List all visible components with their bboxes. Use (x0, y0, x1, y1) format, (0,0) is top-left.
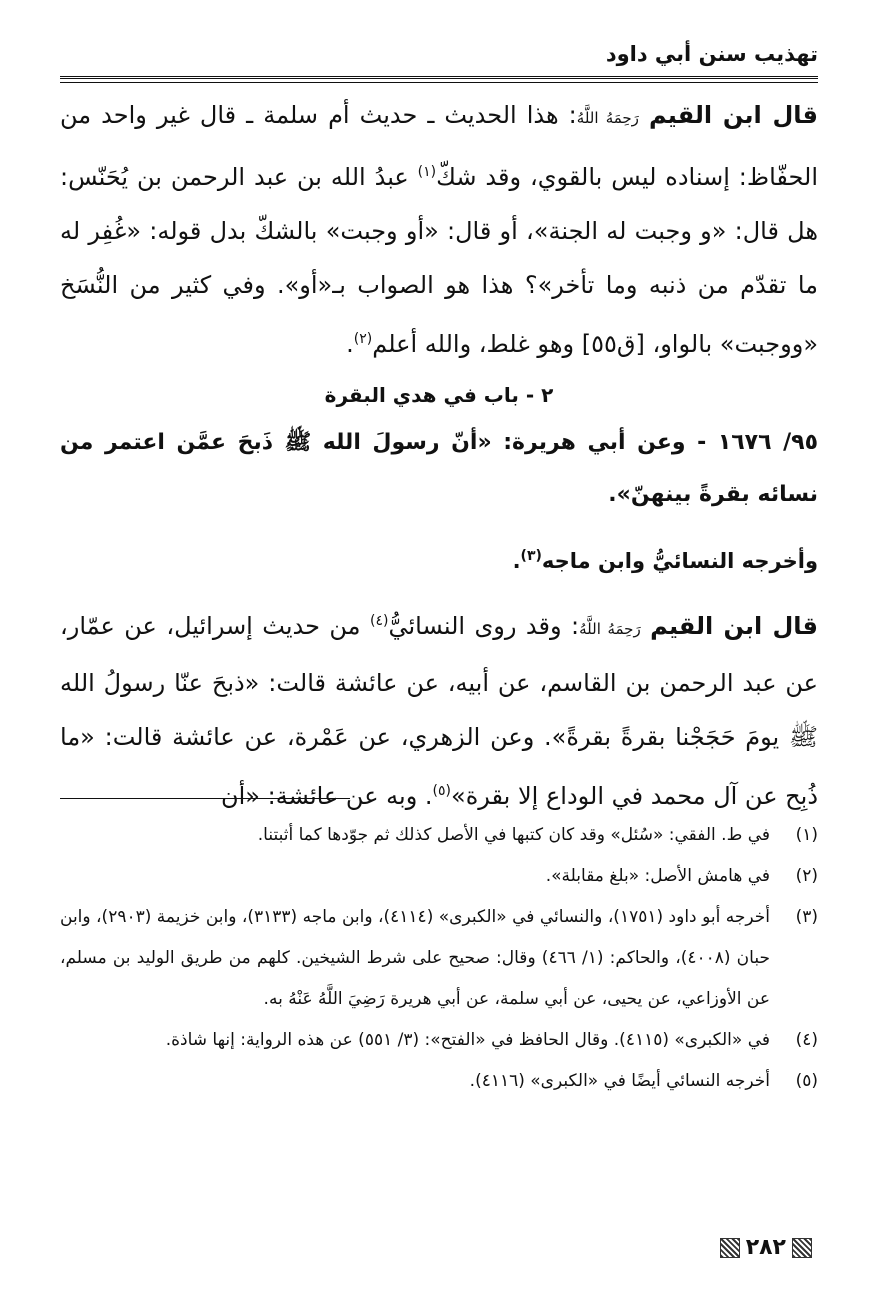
footnote-ref[interactable]: (٣) (520, 548, 542, 564)
footnote-item (60, 815, 818, 856)
book-page (60, 30, 818, 1270)
ornament-icon (720, 1238, 740, 1258)
paragraph-end: . (346, 330, 354, 358)
footnote-number: (٥) (795, 1071, 818, 1091)
paragraph-ibn-qayyim-2 (60, 594, 818, 823)
footnote-number: (٣) (795, 907, 818, 927)
paragraph-text-cont: عبدُ الله بن عبد الرحمن بن يُحَنّس: هل قال: «و وجبت له الجنة»، أو قال: «أو وجبت» بالشكّ بدل قوله: «غُفِر له ما تقدّم من ذنبه وما تأخر»؟ هذا هو الصواب بـ«أو». وفي كثير من النُّسَخ «ووجبت» بالواو، [ق٥٥] وهو غلط، والله أعلم (60, 163, 818, 358)
footnote-number: (١) (795, 825, 818, 845)
speaker-label: قال ابن القيم (648, 101, 818, 129)
paragraph-text-cont: من حديث إسرائيل، عن عمّار، عن عبد الرحمن بن القاسم، عن أبيه، عن عائشة قالت: «ذبحَ عنّا رسولُ الله ﷺ يومَ حَجَجْنا بقرةً بقرةً». وعن الزهري، عن عَمْرة، عن عائشة قالت: «ما ذُبِح عن آل محمد في الوداع إلا بقرة» (60, 612, 818, 810)
takhrij-text: وأخرجه النسائيُّ وابن ماجه (541, 549, 818, 573)
footnotes (60, 815, 818, 1102)
footnote-text: في ط. الفقي: «سُئل» وقد كان كتبها في الأصل كذلك ثم جوّدها كما أثبتنا. (257, 825, 770, 845)
takhrij-end: . (512, 549, 521, 573)
header-rule (60, 76, 818, 83)
footnote-text: أخرجه النسائي أيضًا في «الكبرى» (٤١١٦). (469, 1071, 770, 1091)
footnote-ref[interactable]: (١) (417, 164, 437, 180)
footnote-number: (٢) (795, 866, 818, 886)
footnote-text: أخرجه أبو داود (١٧٥١)، والنسائي في «الكبرى» (٤١١٤)، وابن ماجه (٣١٣٣)، وابن خزيمة (٢٩٠٣)، وابن حبان (٤٠٠٨)، والحاكم: (١/ ٤٦٦) وقال: صحيح على شرط الشيخين. كلهم من طريق الوليد بن مسلم، عن الأوزاعي، عن يحيى، عن أبي سلمة، عن أبي هريرة رَضِيَ اللَّهُ عَنْهُ به. (60, 907, 770, 1009)
paragraph-text: : هذا الحديث ـ حديث أم سلمة ـ قال غير واحد من الحفّاظ: إسناده ليس بالقوي، وقد شكّ (60, 101, 819, 191)
paragraph-ibn-qayyim-1 (60, 88, 818, 371)
hadith-text: ٩٥/ ١٦٧٦ - وعن أبي هريرة: «أنّ رسولَ الله ﷺ ذَبحَ عمَّن اعتمر من نسائه بقرةً بينهنّ». (60, 430, 818, 507)
footnote-item (60, 897, 818, 1020)
footnote-text: في هامش الأصل: «بلغ مقابلة». (545, 866, 770, 886)
page-number: ٢٨٢ (745, 1235, 786, 1260)
footnote-ref[interactable]: (٢) (353, 331, 373, 347)
takhrij-line (60, 529, 818, 588)
footnote-text: في «الكبرى» (٤١١٥). وقال الحافظ في «الفتح»: (٣/ ٥٥١) عن هذه الرواية: إنها شاذة. (165, 1030, 770, 1050)
honorific: رَحِمَهُ اللَّهُ (579, 620, 641, 638)
footnote-ref[interactable]: (٥) (432, 783, 452, 799)
footnote-item (60, 1061, 818, 1102)
paragraph-text-end: . وبه عن عائشة: «أن (221, 782, 433, 810)
section-title: ٢ - باب في هدي البقرة (324, 383, 554, 407)
paragraph-text: : وقد روى النسائيُّ (388, 612, 580, 640)
honorific: رَحِمَهُ اللَّهُ (576, 109, 639, 127)
footnote-item (60, 856, 818, 897)
page-number-block (720, 1235, 812, 1260)
footnote-number: (٤) (795, 1030, 818, 1050)
running-header: تهذيب سنن أبي داود (605, 42, 818, 66)
speaker-label: قال ابن القيم (650, 612, 818, 640)
footnote-item (60, 1020, 818, 1061)
footnote-ref[interactable]: (٤) (369, 613, 389, 629)
footnote-separator (60, 798, 350, 799)
main-text (60, 88, 818, 823)
ornament-icon (792, 1238, 812, 1258)
